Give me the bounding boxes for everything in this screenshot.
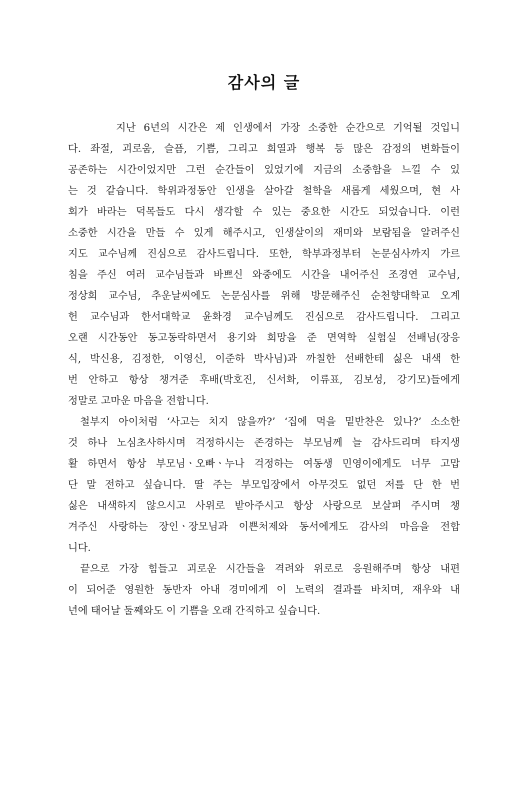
text-line: 지난 6년의 시간은 제 인생에서 가장 소중한 순간으로 기억될 것입니 xyxy=(116,123,460,134)
text-line: 침을 주신 여러 교수님들과 바쁘신 와중에도 시간을 내어주신 조경연 교수님, xyxy=(68,270,460,281)
text-line: 것 하나 노심초사하시며 걱정하시는 존경하는 부모님께 늘 감사드리며 타지생 xyxy=(68,438,460,449)
paragraph-2 xyxy=(68,412,460,559)
text-line: 식, 박신용, 김정한, 이영신, 이준하 박사님)과 까칠한 선배한테 싫은 내색 한 xyxy=(68,354,460,365)
page-title: 감사의 글 xyxy=(227,73,301,92)
text-line: 는 것 같습니다. 학위과정동안 인생을 살아갈 철학을 새롭게 세웠으며, 현 사 xyxy=(68,186,460,197)
acknowledgement-body xyxy=(68,118,460,622)
text-line: 헌 교수님과 한서대학교 윤화경 교수님께도 진심으로 감사드립니다. 그리고 xyxy=(68,312,460,323)
text-line: 정말로 고마운 마음을 전합니다. xyxy=(68,396,209,407)
text-line: 정상희 교수님, 추운날씨에도 논문심사를 위해 방문해주신 순천향대학교 오계 xyxy=(68,291,460,302)
text-line: 번 안하고 항상 챙겨준 후배(박호진, 신서화, 이류표, 김보성, 강기모)들에게 xyxy=(68,375,460,386)
text-line: 니다. xyxy=(68,543,91,554)
text-line: 소중한 시간을 만들 수 있게 해주시고, 인생살이의 재미와 보람됨을 알려주신 xyxy=(68,228,460,239)
text-line: 철부지 아이처럼 ‘사고는 치지 않을까?’ ‘집에 먹을 밑반찬은 있나?’ 소소한 xyxy=(80,417,460,428)
text-line: 년에 태어날 둘째와도 이 기쁨을 오래 간직하고 싶습니다. xyxy=(68,606,321,617)
text-line: 활 하면서 항상 부모님ㆍ오빠ㆍ누나 걱정하는 여동생 민영이에게도 너무 고맙 xyxy=(68,459,460,470)
paragraph-1 xyxy=(68,118,460,412)
paragraph-3 xyxy=(68,559,460,622)
text-line: 싫은 내색하지 않으시고 사위로 받아주시고 항상 사랑으로 보살펴 주시며 챙 xyxy=(68,501,460,512)
text-line: 겨주신 사랑하는 장인ㆍ장모님과 이쁜처제와 동서에게도 감사의 마음을 전합 xyxy=(68,522,460,533)
text-line: 공존하는 시간이었지만 그런 순간들이 있었기에 지금의 소중함을 느낄 수 있 xyxy=(68,165,460,176)
text-line: 지도 교수님께 진심으로 감사드립니다. 또한, 학부과정부터 논문심사까지 가르 xyxy=(68,249,460,260)
text-line: 끝으로 가장 힘들고 괴로운 시간들을 격려와 위로로 응원해주며 항상 내편 xyxy=(80,564,460,575)
text-line: 오랜 시간동안 동고동락하면서 용기와 희망을 준 면역학 실험실 선배님(장응 xyxy=(68,333,460,344)
text-line: 회가 바라는 덕목들도 다시 생각할 수 있는 중요한 시간도 되었습니다. 이런 xyxy=(68,207,460,218)
text-line: 단 말 전하고 싶습니다. 딸 주는 부모입장에서 아무것도 없던 저를 단 한 번 xyxy=(68,480,460,491)
text-line: 이 되어준 영원한 동반자 아내 경미에게 이 노력의 결과를 바치며, 재우와 내 xyxy=(68,585,460,596)
text-line: 다. 좌절, 괴로움, 슬픔, 기쁨, 그리고 희열과 행복 등 많은 감정의 변화들이 xyxy=(68,144,460,155)
